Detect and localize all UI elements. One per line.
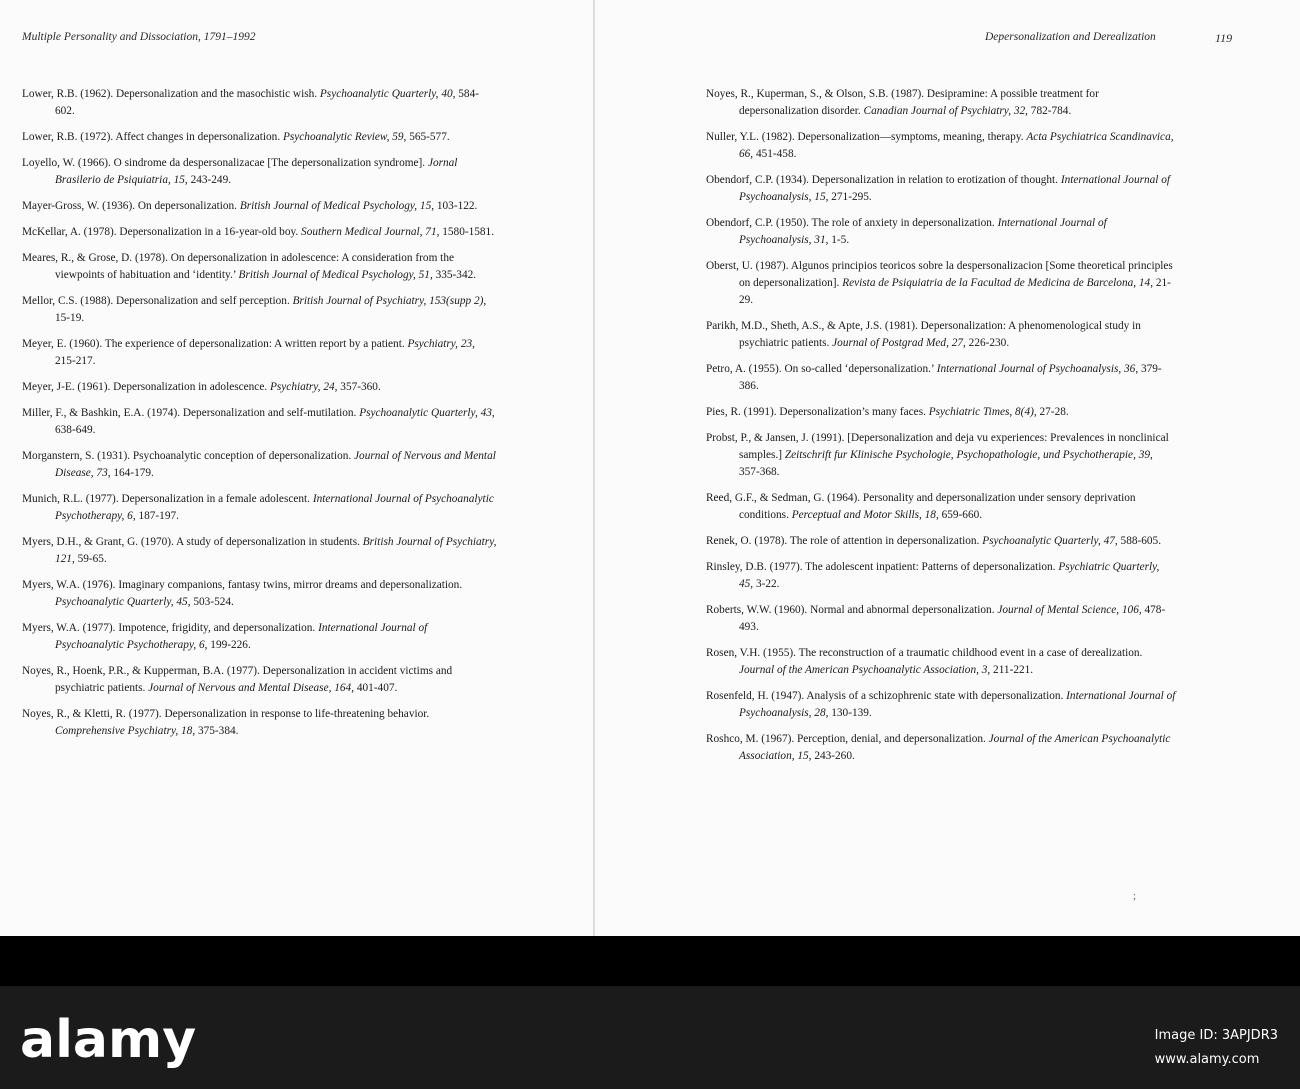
reference-entry bbox=[22, 129, 497, 146]
reference-entry bbox=[706, 602, 1176, 636]
reference-text: McKellar, A. (1978). Depersonalization in a 16-year-old boy. bbox=[22, 226, 302, 238]
reference-entry bbox=[706, 318, 1176, 352]
reference-text: Munich, R.L. (1977). Depersonalization in a female adolescent. bbox=[22, 493, 313, 505]
reference-pages: , 375-384. bbox=[192, 725, 239, 737]
reference-entry bbox=[706, 404, 1176, 421]
reference-pages: , 199-226. bbox=[204, 639, 251, 651]
reference-entry bbox=[706, 172, 1176, 206]
reference-source: Acta Psychiatrica Scandinavica, 66 bbox=[739, 131, 1174, 160]
reference-pages: , 164-179. bbox=[107, 467, 154, 479]
reference-source: Southern Medical Journal, 71 bbox=[301, 226, 437, 238]
reference-source: Psychiatry, 23 bbox=[407, 338, 473, 350]
reference-source: Psychiatric Times, 8(4) bbox=[928, 406, 1034, 418]
reference-entry bbox=[22, 86, 497, 120]
reference-entry bbox=[706, 361, 1176, 395]
reference-source: International Journal of Psychoanalysis, 31 bbox=[739, 217, 1107, 246]
reference-entry bbox=[706, 129, 1176, 163]
reference-pages: , 243-249. bbox=[184, 174, 232, 186]
reference-text: Mellor, C.S. (1988). Depersonalization and self perception. bbox=[22, 295, 293, 307]
reference-entry bbox=[22, 577, 497, 611]
reference-entry bbox=[22, 198, 497, 215]
page-gutter bbox=[593, 0, 595, 936]
reference-pages: , 243-260. bbox=[808, 750, 855, 762]
reference-pages: , 584-602. bbox=[55, 88, 479, 117]
reference-text: Meares, R., & Grose, D. (1978). On depersonalization in adolescence: A consideration from the viewpoints of habituation and ‘identity.’ bbox=[22, 252, 454, 281]
right-running-head: Depersonalization and Derealization bbox=[985, 31, 1156, 43]
reference-text: Obendorf, C.P. (1950). The role of anxiety in depersonalization. bbox=[706, 217, 998, 229]
reference-source: Journal of Postgrad Med, 27 bbox=[832, 337, 964, 349]
watermark-bar bbox=[0, 986, 1300, 1089]
reference-pages: , 638-649. bbox=[55, 407, 495, 436]
reference-source: Journal of Nervous and Mental Disease, 73 bbox=[55, 450, 496, 479]
reference-source: Journal of Nervous and Mental Disease, 164 bbox=[148, 682, 352, 694]
reference-text: Noyes, R., Kuperman, S., & Olson, S.B. (1987). Desipramine: A possible treatment for depersonalization disorder. bbox=[706, 88, 1099, 117]
reference-text: Parikh, M.D., Sheth, A.S., & Apte, J.S. (1981). Depersonalization: A phenomenological study in psychiatric patients. bbox=[706, 320, 1141, 349]
reference-entry bbox=[706, 215, 1176, 249]
reference-entry bbox=[22, 620, 497, 654]
reference-text: Roberts, W.W. (1960). Normal and abnormal depersonalization. bbox=[706, 604, 998, 616]
alamy-logo: alamy bbox=[20, 1010, 197, 1070]
reference-pages: , 451-458. bbox=[750, 148, 797, 160]
reference-entry bbox=[22, 491, 497, 525]
reference-text: Meyer, J-E. (1961). Depersonalization in adolescence. bbox=[22, 381, 270, 393]
reference-text: Loyello, W. (1966). O sindrome da despersonalizacae [The depersonalization syndrome]. bbox=[22, 157, 428, 169]
reference-source: International Journal of Psychoanalysis, 28 bbox=[739, 690, 1176, 719]
reference-text: Pies, R. (1991). Depersonalization’s many faces. bbox=[706, 406, 929, 418]
reference-entry bbox=[22, 224, 497, 241]
reference-text: Mayer-Gross, W. (1936). On depersonalization. bbox=[22, 200, 240, 212]
reference-source: British Journal of Medical Psychology, 51 bbox=[238, 269, 430, 281]
reference-pages: , 187-197. bbox=[132, 510, 179, 522]
reference-source: British Journal of Medical Psychology, 15 bbox=[239, 200, 432, 212]
reference-text: Probst, P., & Jansen, J. (1991). [Depersonalization and deja vu experiences: Prevalences in nonclinical samples.] bbox=[706, 432, 1169, 461]
reference-text: Lower, R.B. (1972). Affect changes in depersonalization. bbox=[22, 131, 283, 143]
watermark-info bbox=[1155, 1024, 1278, 1072]
right-reference-list bbox=[706, 86, 1176, 774]
reference-source: Journal of the American Psychoanalytic Association, 3 bbox=[739, 664, 988, 676]
reference-source: International Journal of Psychoanalytic Psychotherapy, 6 bbox=[55, 493, 494, 522]
reference-pages: , 1580-1581. bbox=[436, 226, 495, 238]
reference-pages: , 130-139. bbox=[825, 707, 872, 719]
reference-pages: , 379-386. bbox=[739, 363, 1162, 392]
stray-mark: ; bbox=[1133, 890, 1137, 902]
reference-entry bbox=[706, 490, 1176, 524]
reference-entry bbox=[22, 534, 497, 568]
reference-text: Nuller, Y.L. (1982). Depersonalization—symptoms, meaning, therapy. bbox=[706, 131, 1027, 143]
reference-source: International Journal of Psychoanalysis, 15 bbox=[739, 174, 1171, 203]
reference-source: Psychoanalytic Quarterly, 43 bbox=[359, 407, 492, 419]
reference-entry bbox=[22, 405, 497, 439]
reference-source: Journal of Mental Science, 106 bbox=[997, 604, 1139, 616]
reference-pages: , 565-577. bbox=[403, 131, 450, 143]
reference-source: Perceptual and Motor Skills, 18 bbox=[791, 509, 936, 521]
reference-text: Reed, G.F., & Sedman, G. (1964). Personality and depersonalization under sensory deprivation conditions. bbox=[706, 492, 1136, 521]
right-page bbox=[596, 0, 1300, 936]
reference-pages: , 215-217. bbox=[55, 338, 475, 367]
reference-text: Myers, W.A. (1977). Impotence, frigidity, and depersonalization. bbox=[22, 622, 319, 634]
reference-entry bbox=[22, 663, 497, 697]
reference-text: Myers, W.A. (1976). Imaginary companions, fantasy twins, mirror dreams and depersonalization. bbox=[22, 579, 463, 591]
reference-text: Renek, O. (1978). The role of attention in depersonalization. bbox=[706, 535, 983, 547]
reference-text: Myers, D.H., & Grant, G. (1970). A study of depersonalization in students. bbox=[22, 536, 363, 548]
reference-text: Rosen, V.H. (1955). The reconstruction of a traumatic childhood event in a case of derealization. bbox=[706, 647, 1143, 659]
reference-source: Zeitschrift fur Klinische Psychologie, Psychopathologie, und Psychotherapie, 39 bbox=[784, 449, 1151, 461]
reference-pages: , 588-605. bbox=[1114, 535, 1162, 547]
reference-source: International Journal of Psychoanalysis, 36 bbox=[936, 363, 1136, 375]
reference-pages: , 357-368. bbox=[739, 449, 1153, 478]
reference-pages: , 1-5. bbox=[825, 234, 850, 246]
reference-pages: , 226-230. bbox=[963, 337, 1010, 349]
reference-source: Psychoanalytic Review, 59 bbox=[282, 131, 404, 143]
reference-pages: , 357-360. bbox=[334, 381, 381, 393]
left-reference-list bbox=[22, 86, 497, 749]
reference-source: International Journal of Psychoanalytic Psychotherapy, 6 bbox=[55, 622, 428, 651]
reference-text: Morganstern, S. (1931). Psychoanalytic conception of depersonalization. bbox=[22, 450, 355, 462]
reference-pages: , 59-65. bbox=[71, 553, 107, 565]
reference-pages: , 335-342. bbox=[429, 269, 477, 281]
reference-text: Meyer, E. (1960). The experience of depersonalization: A written report by a patient. bbox=[22, 338, 408, 350]
page-number: 119 bbox=[1215, 31, 1233, 45]
reference-source: British Journal of Psychiatry, 121 bbox=[55, 536, 497, 565]
reference-source: Revista de Psiquiatria de la Facultad de Medicina de Barcelona, 14 bbox=[842, 277, 1151, 289]
reference-pages: , 782-784. bbox=[1025, 105, 1072, 117]
reference-entry bbox=[706, 688, 1176, 722]
reference-entry bbox=[22, 155, 497, 189]
reference-pages: , 3-22. bbox=[750, 578, 780, 590]
reference-entry bbox=[706, 731, 1176, 765]
reference-entry bbox=[22, 336, 497, 370]
reference-source: Psychoanalytic Quarterly, 47 bbox=[982, 535, 1115, 547]
reference-pages: , 478-493. bbox=[739, 604, 1166, 633]
reference-entry bbox=[706, 645, 1176, 679]
image-id: Image ID: 3APJDR3 bbox=[1154, 1028, 1278, 1043]
reference-entry bbox=[22, 448, 497, 482]
scan-border bbox=[0, 936, 1300, 986]
reference-pages: , 503-524. bbox=[187, 596, 234, 608]
reference-pages: , 271-295. bbox=[825, 191, 872, 203]
reference-source: Jornal Brasilerio de Psiquiatria, 15 bbox=[55, 157, 458, 186]
reference-entry bbox=[22, 706, 497, 740]
reference-source: Comprehensive Psychiatry, 18 bbox=[55, 725, 193, 737]
reference-pages: , 103-122. bbox=[431, 200, 478, 212]
reference-pages: , 27-28. bbox=[1033, 406, 1069, 418]
reference-entry bbox=[706, 258, 1176, 309]
reference-source: Psychoanalytic Quarterly, 40 bbox=[319, 88, 453, 100]
reference-source: Psychiatry, 24 bbox=[270, 381, 335, 393]
reference-pages: , 15-19. bbox=[55, 295, 487, 324]
reference-entry bbox=[706, 430, 1176, 481]
reference-text: Lower, R.B. (1962). Depersonalization and the masochistic wish. bbox=[22, 88, 320, 100]
reference-pages: , 659-660. bbox=[935, 509, 983, 521]
reference-text: Rosenfeld, H. (1947). Analysis of a schizophrenic state with depersonalization. bbox=[706, 690, 1067, 702]
reference-source: Journal of the American Psychoanalytic Association, 15 bbox=[739, 733, 1171, 762]
reference-entry bbox=[22, 293, 497, 327]
reference-source: Psychoanalytic Quarterly, 45 bbox=[55, 596, 188, 608]
reference-text: Roshco, M. (1967). Perception, denial, and depersonalization. bbox=[706, 733, 989, 745]
reference-entry bbox=[706, 86, 1176, 120]
reference-text: Noyes, R., Hoenk, P.R., & Kupperman, B.A. (1977). Depersonalization in accident victims and psychiatric patients. bbox=[22, 665, 453, 694]
reference-text: Petro, A. (1955). On so-called ‘depersonalization.’ bbox=[706, 363, 937, 375]
reference-entry bbox=[706, 559, 1176, 593]
left-page bbox=[0, 0, 593, 936]
reference-pages: , 211-221. bbox=[987, 664, 1034, 676]
reference-text: Oberst, U. (1987). Algunos principios teoricos sobre la despersonalizacion [Some theoretical principles on depersonalization]. bbox=[706, 260, 1173, 289]
reference-entry bbox=[22, 250, 497, 284]
reference-entry bbox=[706, 533, 1176, 550]
reference-entry bbox=[22, 379, 497, 396]
reference-text: Obendorf, C.P. (1934). Depersonalization in relation to erotization of thought. bbox=[706, 174, 1061, 186]
reference-pages: , 401-407. bbox=[351, 682, 398, 694]
reference-text: Rinsley, D.B. (1977). The adolescent inpatient: Patterns of depersonalization. bbox=[706, 561, 1059, 573]
reference-pages: , 21-29. bbox=[739, 277, 1171, 306]
site-url: www.alamy.com bbox=[1154, 1052, 1260, 1067]
reference-source: British Journal of Psychiatry, 153(supp 2) bbox=[292, 295, 484, 307]
reference-source: Psychiatric Quarterly, 45 bbox=[739, 561, 1160, 590]
reference-text: Noyes, R., & Kletti, R. (1977). Depersonalization in response to life-threatening behavior. bbox=[22, 708, 430, 720]
reference-source: Canadian Journal of Psychiatry, 32 bbox=[863, 105, 1026, 117]
reference-text: Miller, F., & Bashkin, E.A. (1974). Depersonalization and self-mutilation. bbox=[22, 407, 360, 419]
left-running-head: Multiple Personality and Dissociation, 1791–1992 bbox=[22, 31, 256, 43]
